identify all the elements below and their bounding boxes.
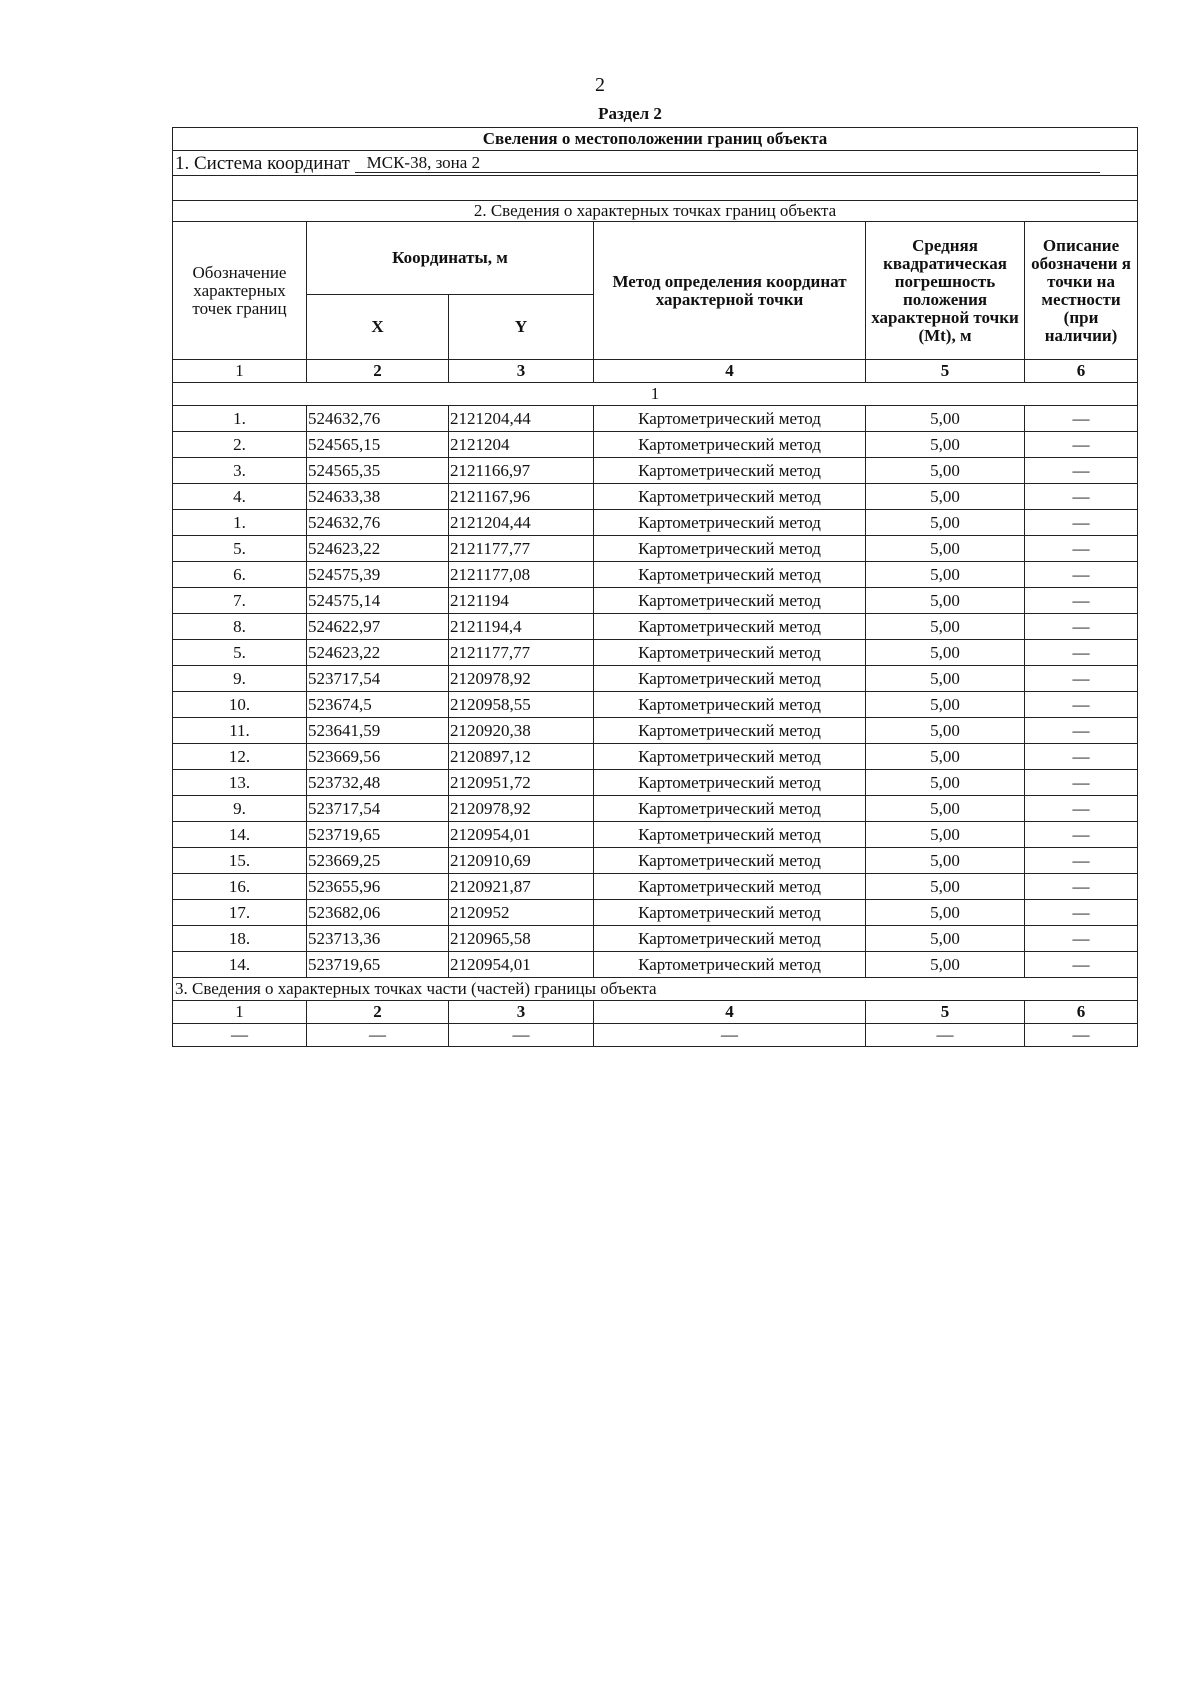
spacer-row bbox=[173, 176, 1138, 201]
description-cell: — bbox=[1025, 562, 1138, 588]
column-number: 6 bbox=[1025, 1001, 1138, 1024]
error-cell: 5,00 bbox=[866, 484, 1025, 510]
contour-label: 1 bbox=[173, 383, 1138, 406]
error-cell: 5,00 bbox=[866, 536, 1025, 562]
method-cell: Картометрический метод bbox=[594, 562, 866, 588]
table-row bbox=[173, 796, 1138, 822]
error-cell: 5,00 bbox=[866, 588, 1025, 614]
header-coordinates: Координаты, м bbox=[307, 222, 594, 295]
coord-system-value: МСК-38, зона 2 bbox=[366, 152, 481, 172]
error-cell: 5,00 bbox=[866, 744, 1025, 770]
point-number-cell: 11. bbox=[173, 718, 307, 744]
column-number: 3 bbox=[449, 360, 594, 383]
x-coordinate-cell: 524623,22 bbox=[307, 536, 449, 562]
header-method: Метод определения координат характерной точки bbox=[594, 222, 866, 360]
error-cell: 5,00 bbox=[866, 614, 1025, 640]
table-row bbox=[173, 536, 1138, 562]
method-cell: Картометрический метод bbox=[594, 692, 866, 718]
parts-empty-row bbox=[173, 1024, 1138, 1047]
x-coordinate-cell: 523641,59 bbox=[307, 718, 449, 744]
description-cell: — bbox=[1025, 406, 1138, 432]
table-row bbox=[173, 432, 1138, 458]
y-coordinate-cell: 2120965,58 bbox=[449, 926, 594, 952]
y-coordinate-cell: 2121166,97 bbox=[449, 458, 594, 484]
point-number-cell: 16. bbox=[173, 874, 307, 900]
method-cell: Картометрический метод bbox=[594, 926, 866, 952]
table-row bbox=[173, 510, 1138, 536]
point-number-cell: 10. bbox=[173, 692, 307, 718]
method-cell: Картометрический метод bbox=[594, 770, 866, 796]
column-number: 6 bbox=[1025, 360, 1138, 383]
table-row bbox=[173, 952, 1138, 978]
x-coordinate-cell: 523674,5 bbox=[307, 692, 449, 718]
error-cell: 5,00 bbox=[866, 900, 1025, 926]
column-number: 2 bbox=[307, 1001, 449, 1024]
table-title: Свеления о местоположении границ объекта bbox=[173, 128, 1138, 151]
y-coordinate-cell: 2121194 bbox=[449, 588, 594, 614]
x-coordinate-cell: 523717,54 bbox=[307, 796, 449, 822]
table-row bbox=[173, 640, 1138, 666]
y-coordinate-cell: 2120897,12 bbox=[449, 744, 594, 770]
method-cell: Картометрический метод bbox=[594, 744, 866, 770]
x-coordinate-cell: 523655,96 bbox=[307, 874, 449, 900]
table-row bbox=[173, 900, 1138, 926]
description-cell: — bbox=[1025, 848, 1138, 874]
page-number: 2 bbox=[595, 74, 605, 96]
x-coordinate-cell: 523669,25 bbox=[307, 848, 449, 874]
points-section-title: 2. Сведения о характерных точках границ объекта bbox=[173, 201, 1138, 222]
table-row bbox=[173, 562, 1138, 588]
y-coordinate-cell: 2120921,87 bbox=[449, 874, 594, 900]
method-cell: Картометрический метод bbox=[594, 536, 866, 562]
error-cell: 5,00 bbox=[866, 952, 1025, 978]
error-cell: 5,00 bbox=[866, 432, 1025, 458]
x-coordinate-cell: 523732,48 bbox=[307, 770, 449, 796]
error-cell: 5,00 bbox=[866, 692, 1025, 718]
description-cell: — bbox=[1025, 458, 1138, 484]
point-number-cell: 6. bbox=[173, 562, 307, 588]
method-cell: Картометрический метод bbox=[594, 614, 866, 640]
x-coordinate-cell: 524633,38 bbox=[307, 484, 449, 510]
point-number-cell: 5. bbox=[173, 536, 307, 562]
description-cell: — bbox=[1025, 484, 1138, 510]
y-coordinate-cell: 2121177,77 bbox=[449, 640, 594, 666]
header-error: Средняя квадратическая погрешность положения характерной точки (Mt), м bbox=[866, 222, 1025, 360]
header-description: Описание обозначени я точки на местности (при наличии) bbox=[1025, 222, 1138, 360]
method-cell: Картометрический метод bbox=[594, 432, 866, 458]
description-cell: — bbox=[1025, 796, 1138, 822]
empty-cell: — bbox=[594, 1024, 866, 1047]
column-number: 1 bbox=[173, 360, 307, 383]
x-coordinate-cell: 523682,06 bbox=[307, 900, 449, 926]
column-numbers-row bbox=[173, 360, 1138, 383]
point-number-cell: 1. bbox=[173, 510, 307, 536]
table-row bbox=[173, 770, 1138, 796]
empty-cell: — bbox=[449, 1024, 594, 1047]
coord-system-row bbox=[173, 151, 1138, 176]
section-title: Раздел 2 bbox=[598, 104, 662, 123]
description-cell: — bbox=[1025, 718, 1138, 744]
table-row bbox=[173, 744, 1138, 770]
error-cell: 5,00 bbox=[866, 796, 1025, 822]
column-number: 4 bbox=[594, 360, 866, 383]
y-coordinate-cell: 2120920,38 bbox=[449, 718, 594, 744]
point-number-cell: 18. bbox=[173, 926, 307, 952]
point-number-cell: 1. bbox=[173, 406, 307, 432]
description-cell: — bbox=[1025, 640, 1138, 666]
table-row bbox=[173, 588, 1138, 614]
error-cell: 5,00 bbox=[866, 458, 1025, 484]
point-number-cell: 17. bbox=[173, 900, 307, 926]
point-number-cell: 14. bbox=[173, 822, 307, 848]
table-row bbox=[173, 666, 1138, 692]
error-cell: 5,00 bbox=[866, 822, 1025, 848]
x-coordinate-cell: 524565,15 bbox=[307, 432, 449, 458]
method-cell: Картометрический метод bbox=[594, 718, 866, 744]
method-cell: Картометрический метод bbox=[594, 406, 866, 432]
x-coordinate-cell: 524622,97 bbox=[307, 614, 449, 640]
point-number-cell: 2. bbox=[173, 432, 307, 458]
description-cell: — bbox=[1025, 432, 1138, 458]
x-coordinate-cell: 523669,56 bbox=[307, 744, 449, 770]
method-cell: Картометрический метод bbox=[594, 588, 866, 614]
column-number: 3 bbox=[449, 1001, 594, 1024]
column-number: 4 bbox=[594, 1001, 866, 1024]
error-cell: 5,00 bbox=[866, 666, 1025, 692]
x-coordinate-cell: 524623,22 bbox=[307, 640, 449, 666]
error-cell: 5,00 bbox=[866, 406, 1025, 432]
error-cell: 5,00 bbox=[866, 640, 1025, 666]
y-coordinate-cell: 2121167,96 bbox=[449, 484, 594, 510]
point-number-cell: 3. bbox=[173, 458, 307, 484]
point-number-cell: 13. bbox=[173, 770, 307, 796]
point-number-cell: 15. bbox=[173, 848, 307, 874]
column-number: 5 bbox=[866, 1001, 1025, 1024]
description-cell: — bbox=[1025, 874, 1138, 900]
empty-cell: — bbox=[1025, 1024, 1138, 1047]
header-x: X bbox=[307, 295, 449, 360]
point-number-cell: 14. bbox=[173, 952, 307, 978]
method-cell: Картометрический метод bbox=[594, 484, 866, 510]
empty-cell: — bbox=[307, 1024, 449, 1047]
parts-column-numbers-row bbox=[173, 1001, 1138, 1024]
y-coordinate-cell: 2120951,72 bbox=[449, 770, 594, 796]
point-number-cell: 5. bbox=[173, 640, 307, 666]
point-number-cell: 8. bbox=[173, 614, 307, 640]
method-cell: Картометрический метод bbox=[594, 952, 866, 978]
empty-cell: — bbox=[173, 1024, 307, 1047]
method-cell: Картометрический метод bbox=[594, 796, 866, 822]
table-row bbox=[173, 614, 1138, 640]
y-coordinate-cell: 2120952 bbox=[449, 900, 594, 926]
table-row bbox=[173, 692, 1138, 718]
table-row bbox=[173, 406, 1138, 432]
method-cell: Картометрический метод bbox=[594, 640, 866, 666]
y-coordinate-cell: 2121204,44 bbox=[449, 406, 594, 432]
y-coordinate-cell: 2121204,44 bbox=[449, 510, 594, 536]
point-number-cell: 9. bbox=[173, 666, 307, 692]
description-cell: — bbox=[1025, 510, 1138, 536]
table-row bbox=[173, 484, 1138, 510]
description-cell: — bbox=[1025, 770, 1138, 796]
table-row bbox=[173, 848, 1138, 874]
error-cell: 5,00 bbox=[866, 848, 1025, 874]
description-cell: — bbox=[1025, 614, 1138, 640]
y-coordinate-cell: 2120954,01 bbox=[449, 952, 594, 978]
method-cell: Картометрический метод bbox=[594, 874, 866, 900]
x-coordinate-cell: 524575,14 bbox=[307, 588, 449, 614]
table-row bbox=[173, 458, 1138, 484]
error-cell: 5,00 bbox=[866, 562, 1025, 588]
method-cell: Картометрический метод bbox=[594, 666, 866, 692]
description-cell: — bbox=[1025, 822, 1138, 848]
point-number-cell: 9. bbox=[173, 796, 307, 822]
method-cell: Картометрический метод bbox=[594, 848, 866, 874]
y-coordinate-cell: 2120958,55 bbox=[449, 692, 594, 718]
x-coordinate-cell: 524632,76 bbox=[307, 406, 449, 432]
description-cell: — bbox=[1025, 692, 1138, 718]
table-row bbox=[173, 822, 1138, 848]
boundary-table bbox=[172, 127, 1138, 1047]
y-coordinate-cell: 2121177,08 bbox=[449, 562, 594, 588]
table-row bbox=[173, 718, 1138, 744]
header-designation: Обозначение характерных точек границ bbox=[173, 222, 307, 360]
description-cell: — bbox=[1025, 666, 1138, 692]
x-coordinate-cell: 524565,35 bbox=[307, 458, 449, 484]
y-coordinate-cell: 2120910,69 bbox=[449, 848, 594, 874]
description-cell: — bbox=[1025, 744, 1138, 770]
x-coordinate-cell: 524575,39 bbox=[307, 562, 449, 588]
description-cell: — bbox=[1025, 588, 1138, 614]
point-number-cell: 4. bbox=[173, 484, 307, 510]
coord-system-label: 1. Система координат bbox=[175, 152, 350, 174]
x-coordinate-cell: 524632,76 bbox=[307, 510, 449, 536]
error-cell: 5,00 bbox=[866, 874, 1025, 900]
column-number: 2 bbox=[307, 360, 449, 383]
x-coordinate-cell: 523717,54 bbox=[307, 666, 449, 692]
error-cell: 5,00 bbox=[866, 770, 1025, 796]
column-number: 1 bbox=[173, 1001, 307, 1024]
y-coordinate-cell: 2121204 bbox=[449, 432, 594, 458]
x-coordinate-cell: 523713,36 bbox=[307, 926, 449, 952]
description-cell: — bbox=[1025, 952, 1138, 978]
method-cell: Картометрический метод bbox=[594, 458, 866, 484]
description-cell: — bbox=[1025, 926, 1138, 952]
table-row bbox=[173, 926, 1138, 952]
description-cell: — bbox=[1025, 536, 1138, 562]
column-number: 5 bbox=[866, 360, 1025, 383]
error-cell: 5,00 bbox=[866, 510, 1025, 536]
x-coordinate-cell: 523719,65 bbox=[307, 822, 449, 848]
description-cell: — bbox=[1025, 900, 1138, 926]
coord-system-value-line bbox=[355, 154, 1100, 173]
method-cell: Картометрический метод bbox=[594, 510, 866, 536]
method-cell: Картометрический метод bbox=[594, 900, 866, 926]
x-coordinate-cell: 523719,65 bbox=[307, 952, 449, 978]
table-row bbox=[173, 874, 1138, 900]
method-cell: Картометрический метод bbox=[594, 822, 866, 848]
y-coordinate-cell: 2121194,4 bbox=[449, 614, 594, 640]
y-coordinate-cell: 2120978,92 bbox=[449, 666, 594, 692]
empty-cell: — bbox=[866, 1024, 1025, 1047]
header-y: Y bbox=[449, 295, 594, 360]
error-cell: 5,00 bbox=[866, 718, 1025, 744]
parts-section-title: 3. Сведения о характерных точках части (частей) границы объекта bbox=[173, 978, 1138, 1001]
point-number-cell: 12. bbox=[173, 744, 307, 770]
y-coordinate-cell: 2120978,92 bbox=[449, 796, 594, 822]
y-coordinate-cell: 2120954,01 bbox=[449, 822, 594, 848]
error-cell: 5,00 bbox=[866, 926, 1025, 952]
y-coordinate-cell: 2121177,77 bbox=[449, 536, 594, 562]
point-number-cell: 7. bbox=[173, 588, 307, 614]
